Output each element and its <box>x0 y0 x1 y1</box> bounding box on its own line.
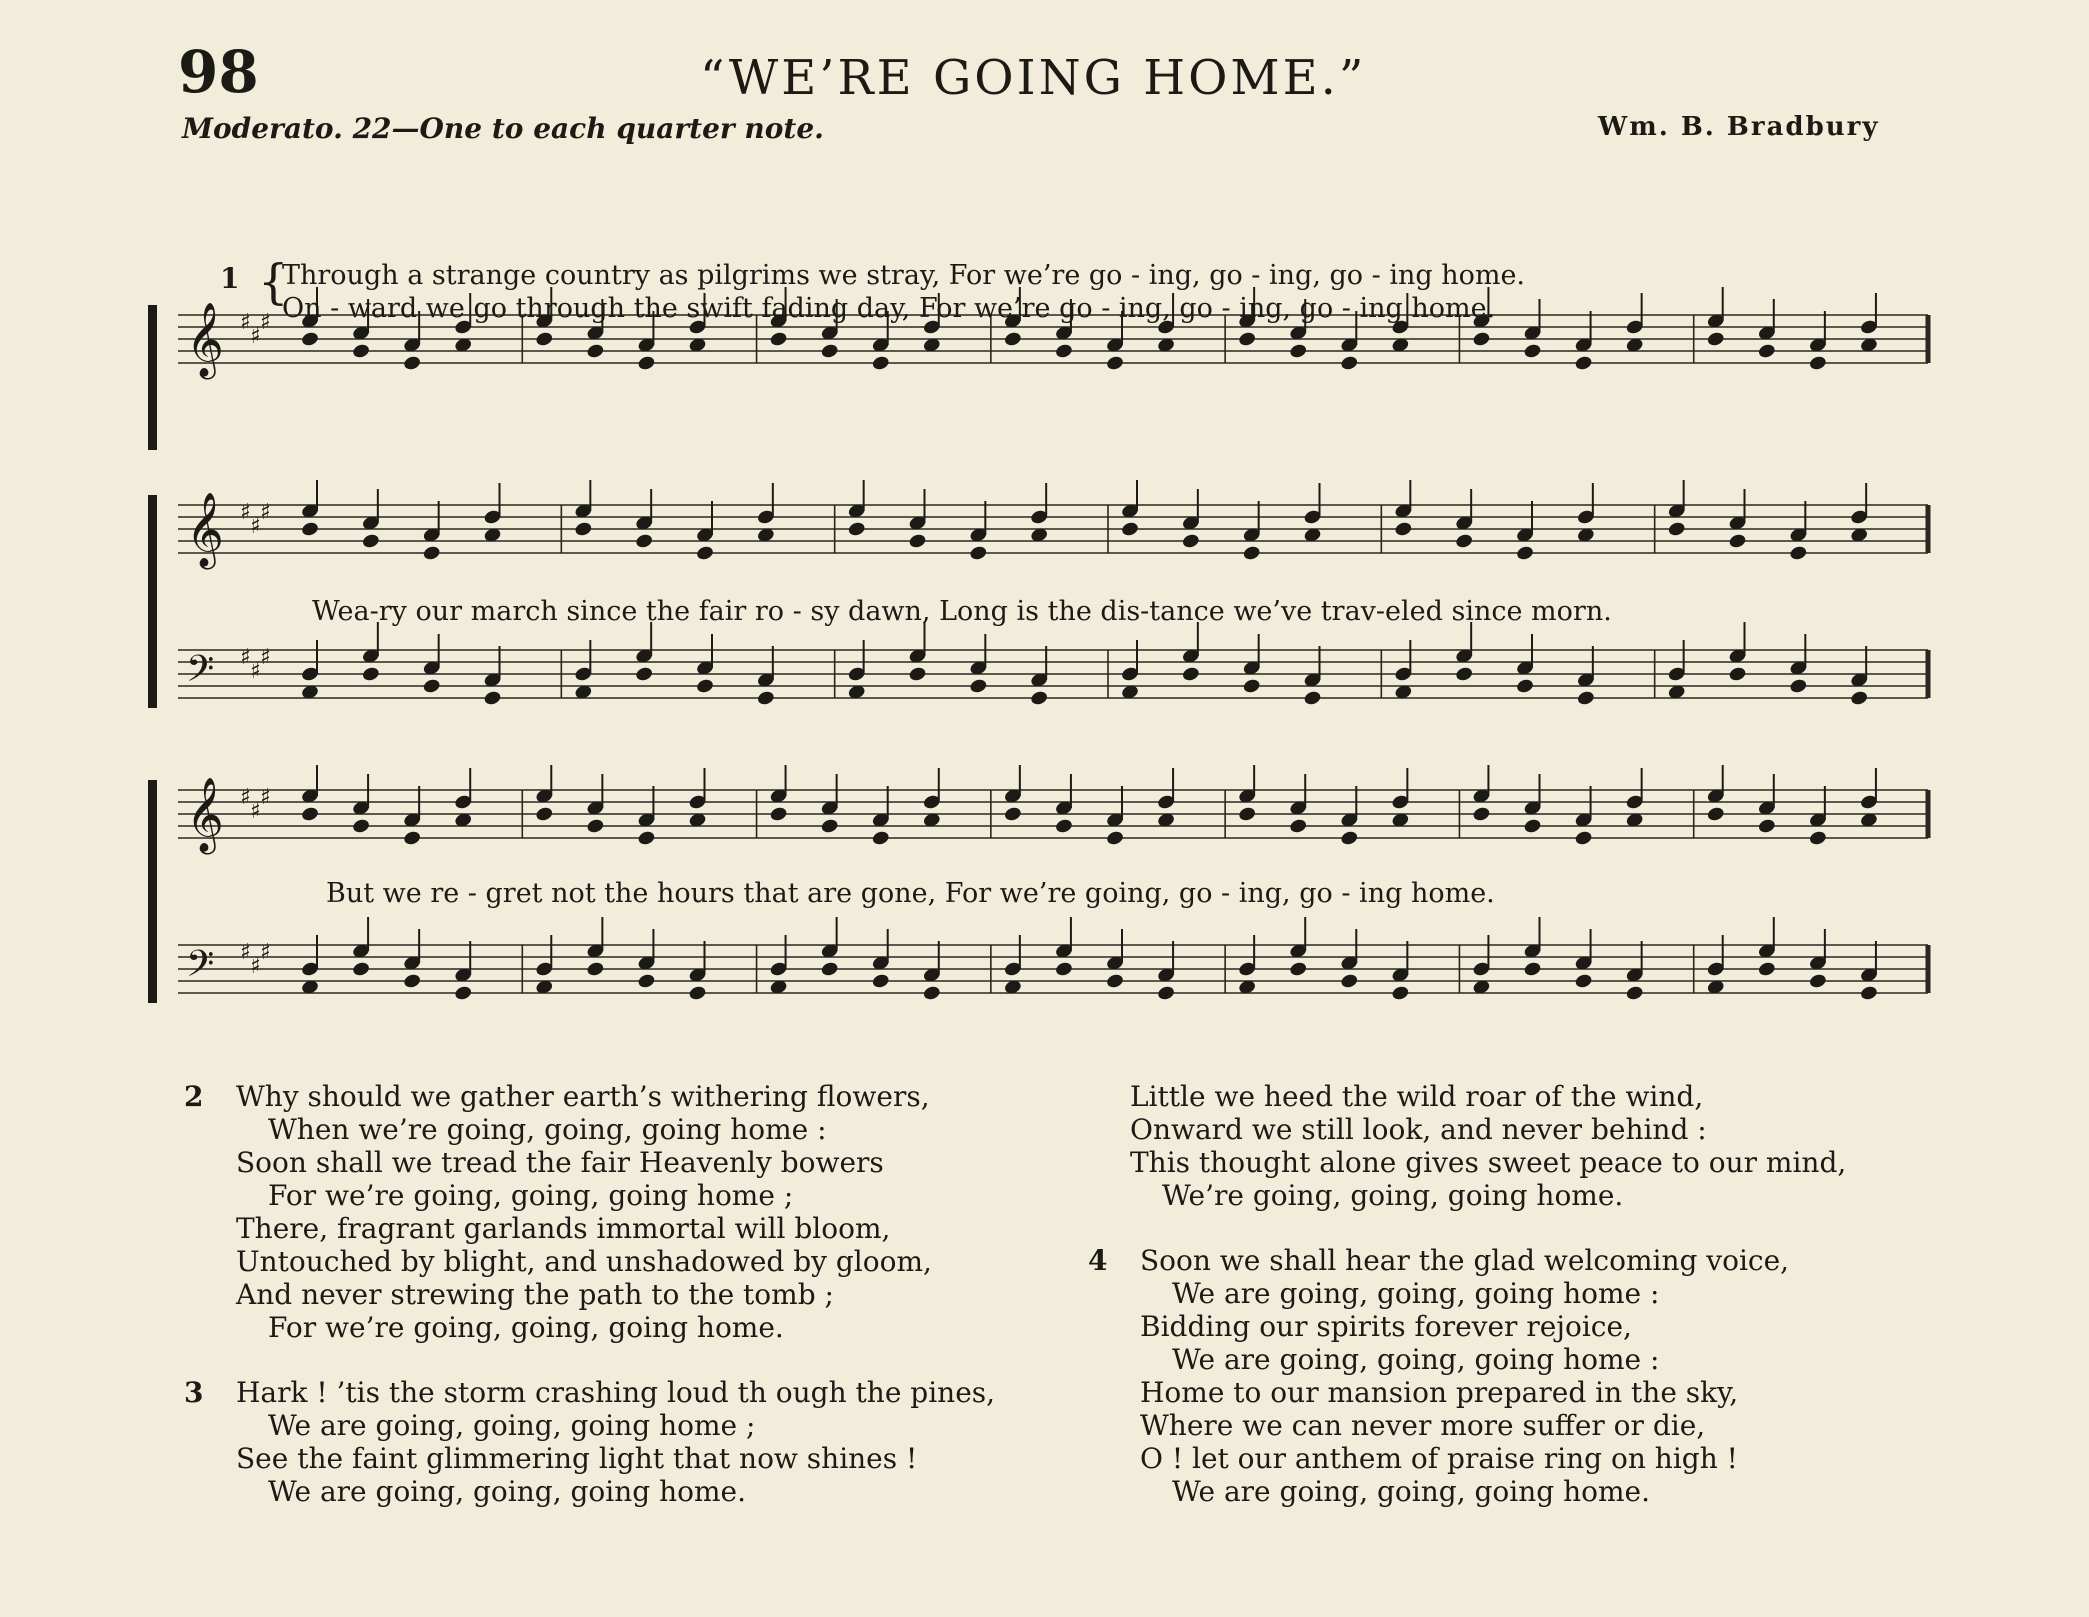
verse-number: 4 <box>1088 1244 1108 1277</box>
verse-line: There, fragrant garlands immortal will bloom, <box>236 1212 891 1245</box>
svg-text:♯: ♯ <box>240 645 251 670</box>
svg-text:♯: ♯ <box>250 659 261 684</box>
music-system-3 <box>148 765 1938 1045</box>
verse-line: We are going, going, going home ; <box>268 1409 756 1442</box>
svg-text:♯: ♯ <box>260 940 271 965</box>
svg-text:♯: ♯ <box>260 785 271 810</box>
tempo-marking: Moderato. 22—One to each quarter note. <box>182 112 824 145</box>
svg-text:♯: ♯ <box>250 324 261 349</box>
verse-line: For we’re going, going, going home ; <box>268 1179 794 1212</box>
svg-text:♯: ♯ <box>260 500 271 525</box>
svg-text:♯: ♯ <box>240 500 251 525</box>
svg-text:♯: ♯ <box>240 310 251 335</box>
verse-line: Hark ! ’tis the storm crashing loud th ough the pines, <box>236 1376 996 1409</box>
music-system-2 <box>148 480 1938 740</box>
lyric-line: But we re - gret not the hours that are gone, For we’re going, go - ing, go - ing home. <box>326 878 1495 909</box>
verse-line: Why should we gather earth’s withering flowers, <box>236 1080 930 1113</box>
verse-number: 2 <box>184 1080 204 1113</box>
verse-line: Little we heed the wild roar of the wind, <box>1130 1080 1704 1113</box>
verse-line: Home to our mansion prepared in the sky, <box>1140 1376 1739 1409</box>
verse-line: We are going, going, going home : <box>1172 1277 1660 1310</box>
verse-line: Onward we still look, and never behind : <box>1130 1113 1707 1146</box>
svg-text:♯: ♯ <box>260 310 271 335</box>
verse-2-continued <box>1130 1080 1930 1212</box>
verse-line: This thought alone gives sweet peace to our mind, <box>1130 1146 1847 1179</box>
lyric-brace: { <box>258 254 289 310</box>
svg-text:♯: ♯ <box>260 645 271 670</box>
verses-right-column <box>1088 1080 1930 1540</box>
verse-line: Bidding our spirits forever rejoice, <box>1140 1310 1632 1343</box>
verse-4 <box>1088 1244 1930 1508</box>
verse-line: Soon we shall hear the glad welcoming voice, <box>1140 1244 1790 1277</box>
music-system-1 <box>148 150 1938 450</box>
lyric-line: Wea-ry our march since the fair ro - sy dawn, Long is the dis-tance we’ve trav-eled since morn. <box>312 596 1612 627</box>
svg-text:♯: ♯ <box>240 785 251 810</box>
svg-text:♯: ♯ <box>240 940 251 965</box>
verse-line: We are going, going, going home. <box>268 1475 747 1508</box>
svg-text:𝄞: 𝄞 <box>186 493 224 567</box>
svg-text:𝄢: 𝄢 <box>186 943 215 994</box>
page-title: “WE’RE GOING HOME.” <box>700 50 1367 106</box>
verse-line: We are going, going, going home : <box>1172 1343 1660 1376</box>
svg-text:𝄞: 𝄞 <box>186 303 224 377</box>
verse-3 <box>184 1376 1116 1508</box>
verse-2 <box>184 1080 1116 1344</box>
verse-number: 3 <box>184 1376 204 1409</box>
verse-line: We are going, going, going home. <box>1172 1475 1651 1508</box>
verse-line: And never strewing the path to the tomb ; <box>236 1278 834 1311</box>
verse-line: Soon shall we tread the fair Heavenly bowers <box>236 1146 884 1179</box>
lyric-line: Through a strange country as pilgrims we stray, For we’re go - ing, go - ing, go - ing home. <box>282 260 1526 291</box>
verse-line: We’re going, going, going home. <box>1162 1179 1624 1212</box>
svg-text:♯: ♯ <box>250 514 261 539</box>
verse-line: Untouched by blight, and unshadowed by gloom, <box>236 1245 932 1278</box>
svg-text:♯: ♯ <box>250 954 261 979</box>
verse-line: O ! let our anthem of praise ring on high ! <box>1140 1442 1738 1475</box>
composer-credit: Wm. B. Bradbury <box>1598 112 1880 142</box>
verse-line: See the faint glimmering light that now shines ! <box>236 1442 918 1475</box>
verses-left-column <box>184 1080 1116 1540</box>
lyric-line: On - ward we go through the swift fading day, For we’re go - ing, go - ing, go - ing home. <box>282 293 1496 324</box>
svg-text:♯: ♯ <box>250 799 261 824</box>
page-number: 98 <box>178 38 259 106</box>
verse-line: Where we can never more suffer or die, <box>1140 1409 1706 1442</box>
verse-line: For we’re going, going, going home. <box>268 1311 784 1344</box>
svg-text:𝄢: 𝄢 <box>186 648 215 699</box>
verse-line: When we’re going, going, going home : <box>268 1113 827 1146</box>
svg-text:𝄞: 𝄞 <box>186 778 224 852</box>
verse-number: 1 <box>220 262 240 295</box>
